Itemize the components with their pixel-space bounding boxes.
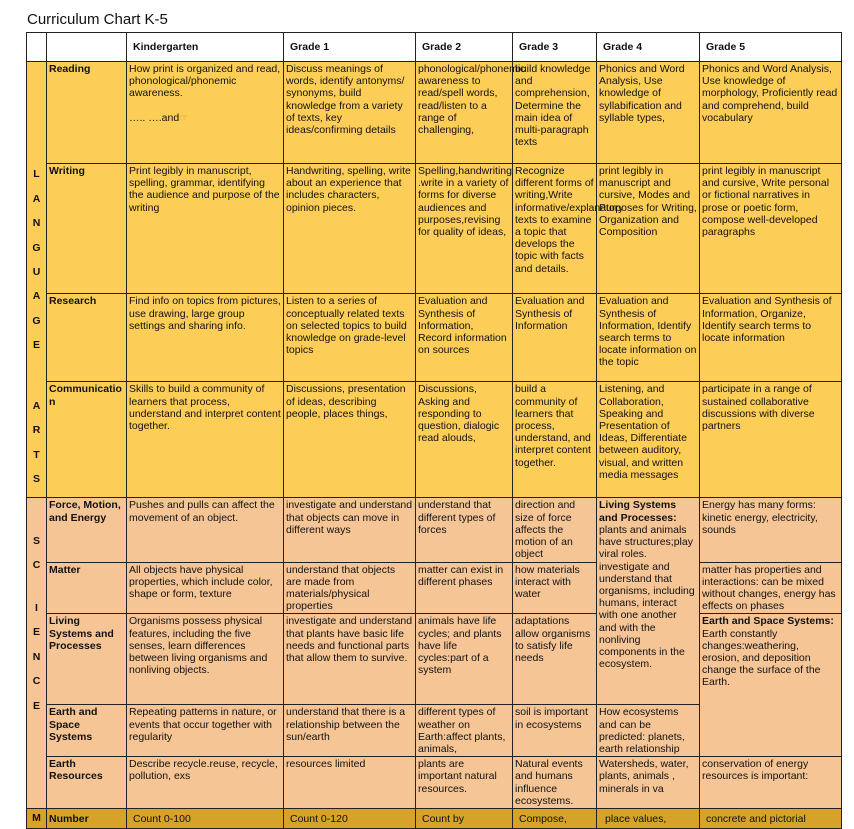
earth-resources-g1: resources limited bbox=[284, 757, 416, 809]
force-g5: Energy has many forms: kinetic energy, electricity, sounds bbox=[700, 498, 842, 562]
earth-resources-g3: Natural events and humans influence ecosystems. bbox=[513, 757, 597, 809]
earth-resources-g5: conservation of energy resources is important: bbox=[700, 757, 842, 809]
math-label: M bbox=[27, 808, 47, 828]
force-g2: understand that different types of forces bbox=[416, 498, 513, 562]
number-g2: Count by bbox=[416, 808, 513, 828]
header-grade-3: Grade 3 bbox=[513, 33, 597, 62]
header-subject bbox=[47, 33, 127, 62]
earth-space-g4: How ecosystems and can be predicted: planets, earth relationship bbox=[597, 705, 700, 757]
earth-space-g2: different types of weather on Earth:affect plants, animals, bbox=[416, 705, 513, 757]
subject-reading: Reading bbox=[47, 62, 127, 164]
curriculum-table bbox=[26, 32, 842, 829]
number-g3: Compose, bbox=[513, 808, 597, 828]
communication-g3: build a community of learners that process, understand, and interpret content together. bbox=[513, 382, 597, 498]
writing-g2: Spelling,handwriting .write in a variety of forms for diverse audiences and purposes,revising for quality of ideas, bbox=[416, 164, 513, 294]
research-g3: Evaluation and Synthesis of Information bbox=[513, 294, 597, 382]
subject-research: Research bbox=[47, 294, 127, 382]
header-grade-4: Grade 4 bbox=[597, 33, 700, 62]
earth-resources-g2: plants are important natural resources. bbox=[416, 757, 513, 809]
research-g4: Evaluation and Synthesis of Information, Identify search terms to locate information on the topic bbox=[597, 294, 700, 382]
header-corner bbox=[27, 33, 47, 62]
subject-writing: Writing bbox=[47, 164, 127, 294]
language-arts-label: L A N G U A G E A R T S bbox=[27, 62, 47, 498]
row-force-motion-energy bbox=[27, 498, 842, 562]
reading-g4: Phonics and Word Analysis, Use knowledge of syllabification and syllable types, bbox=[597, 62, 700, 164]
science-label: S C I E N C E bbox=[27, 498, 47, 808]
writing-k: Print legibly in manuscript, spelling, grammar, identifying the audience and purpose of the writing bbox=[127, 164, 284, 294]
matter-g5: matter has properties and interactions: can be mixed without changes, energy has effects on phases bbox=[700, 562, 842, 614]
subject-earth-space: Earth and Space Systems bbox=[47, 705, 127, 757]
pointing-hand-icon: ☞ bbox=[179, 111, 189, 124]
reading-k: How print is organized and read, phonological/phonemic awareness. ….. ….and☞ bbox=[127, 62, 284, 164]
reading-g1: Discuss meanings of words, identify antonyms/ synonyms, build knowledge from a variety of texts, key ideas/confirming details bbox=[284, 62, 416, 164]
force-k: Pushes and pulls can affect the movement of an object. bbox=[127, 498, 284, 562]
force-g1: investigate and understand that objects can move in different ways bbox=[284, 498, 416, 562]
earth-space-g3: soil is important in ecosystems bbox=[513, 705, 597, 757]
header-grade-2: Grade 2 bbox=[416, 33, 513, 62]
row-research bbox=[27, 294, 842, 382]
row-writing bbox=[27, 164, 842, 294]
row-matter bbox=[27, 562, 842, 614]
row-communication bbox=[27, 382, 842, 498]
research-g2: Evaluation and Synthesis of Information, Record information on sources bbox=[416, 294, 513, 382]
reading-g3: build knowledge and comprehension, Determine the main idea of multi-paragraph texts bbox=[513, 62, 597, 164]
matter-k: All objects have physical properties, which include color, shape or form, texture bbox=[127, 562, 284, 614]
living-g1: investigate and understand that plants have basic life needs and functional parts that allow them to survive. bbox=[284, 614, 416, 705]
earth-space-k: Repeating patterns in nature, or events that occur together with regularity bbox=[127, 705, 284, 757]
writing-g4: print legibly in manuscript and cursive, Modes and Purposes for Writing, Organization and Composition bbox=[597, 164, 700, 294]
earth-resources-k: Describe recycle.reuse, recycle, pollution, exs bbox=[127, 757, 284, 809]
communication-g5: participate in a range of sustained collaborative discussions with diverse partners bbox=[700, 382, 842, 498]
header-kindergarten: Kindergarten bbox=[127, 33, 284, 62]
earth-space-g1: understand that there is a relationship between the sun/earth bbox=[284, 705, 416, 757]
communication-g4: Listening, and Collaboration, Speaking and Presentation of Ideas, Differentiate between auditory, visual, and written media messages bbox=[597, 382, 700, 498]
matter-g2: matter can exist in different phases bbox=[416, 562, 513, 614]
subject-earth-resources: Earth Resources bbox=[47, 757, 127, 809]
page-title: Curriculum Chart K-5 bbox=[27, 11, 168, 28]
writing-g1: Handwriting, spelling, write about an experience that includes characters, opinion pieces. bbox=[284, 164, 416, 294]
force-g3: direction and size of force affects the motion of an object bbox=[513, 498, 597, 562]
research-g5: Evaluation and Synthesis of Information, Organize, Identify search terms to locate information bbox=[700, 294, 842, 382]
research-k: Find info on topics from pictures, use drawing, large group settings and sharing info. bbox=[127, 294, 284, 382]
living-k: Organisms possess physical features, including the five senses, learn differences between living organisms and nonliving objects. bbox=[127, 614, 284, 705]
communication-g1: Discussions, presentation of ideas, describing people, places things, bbox=[284, 382, 416, 498]
row-living-systems bbox=[27, 614, 842, 705]
row-earth-resources bbox=[27, 757, 842, 809]
number-g1: Count 0-120 bbox=[284, 808, 416, 828]
header-row bbox=[27, 33, 842, 62]
research-g1: Listen to a series of conceptually related texts on selected topics to build knowledge on grade-level topics bbox=[284, 294, 416, 382]
science-g4-living-systems: Living Systems and Processes: plants and animals have structures;play viral roles. investigate and understand that organisms, including humans, interact with one another and with the nonliving components in the ecosystem. bbox=[597, 498, 700, 705]
writing-g5: print legibly in manuscript and cursive, Write personal or fictional narratives in prose or poetic form, compose well-developed paragraphs bbox=[700, 164, 842, 294]
reading-g2: phonological/phonemic awareness to read/spell words, read/listen to a range of challenging, bbox=[416, 62, 513, 164]
subject-force-motion-energy: Force, Motion, and Energy bbox=[47, 498, 127, 562]
row-number bbox=[27, 808, 842, 828]
writing-g3: Recognize different forms of writing,Write informative/explanatory texts to examine a topic that develops the topic with facts and details. bbox=[513, 164, 597, 294]
subject-number: Number bbox=[47, 808, 127, 828]
communication-g2: Discussions, Asking and responding to question, dialogic read alouds, bbox=[416, 382, 513, 498]
header-grade-1: Grade 1 bbox=[284, 33, 416, 62]
subject-communication: Communication bbox=[47, 382, 127, 498]
earth-resources-g4: Watersheds, water, plants, animals , minerals in va bbox=[597, 757, 700, 809]
living-g2: animals have life cycles; and plants have life cycles:part of a system bbox=[416, 614, 513, 705]
number-g4: place values, bbox=[597, 808, 700, 828]
row-reading bbox=[27, 62, 842, 164]
matter-g1: understand that objects are made from materials/physical properties bbox=[284, 562, 416, 614]
number-g5: concrete and pictorial bbox=[700, 808, 842, 828]
matter-g3: how materials interact with water bbox=[513, 562, 597, 614]
communication-k: Skills to build a community of learners that process, understand and interpret content together. bbox=[127, 382, 284, 498]
number-k: Count 0-100 bbox=[127, 808, 284, 828]
subject-living-systems: Living Systems and Processes bbox=[47, 614, 127, 705]
reading-g5: Phonics and Word Analysis, Use knowledge of morphology, Proficiently read and comprehend, build vocabulary bbox=[700, 62, 842, 164]
subject-matter: Matter bbox=[47, 562, 127, 614]
living-g3: adaptations allow organisms to satisfy life needs bbox=[513, 614, 597, 705]
header-grade-5: Grade 5 bbox=[700, 33, 842, 62]
science-g5-earth-space: Earth and Space Systems: Earth constantly changes:weathering, erosion, and deposition change the surface of the Earth. bbox=[700, 614, 842, 757]
